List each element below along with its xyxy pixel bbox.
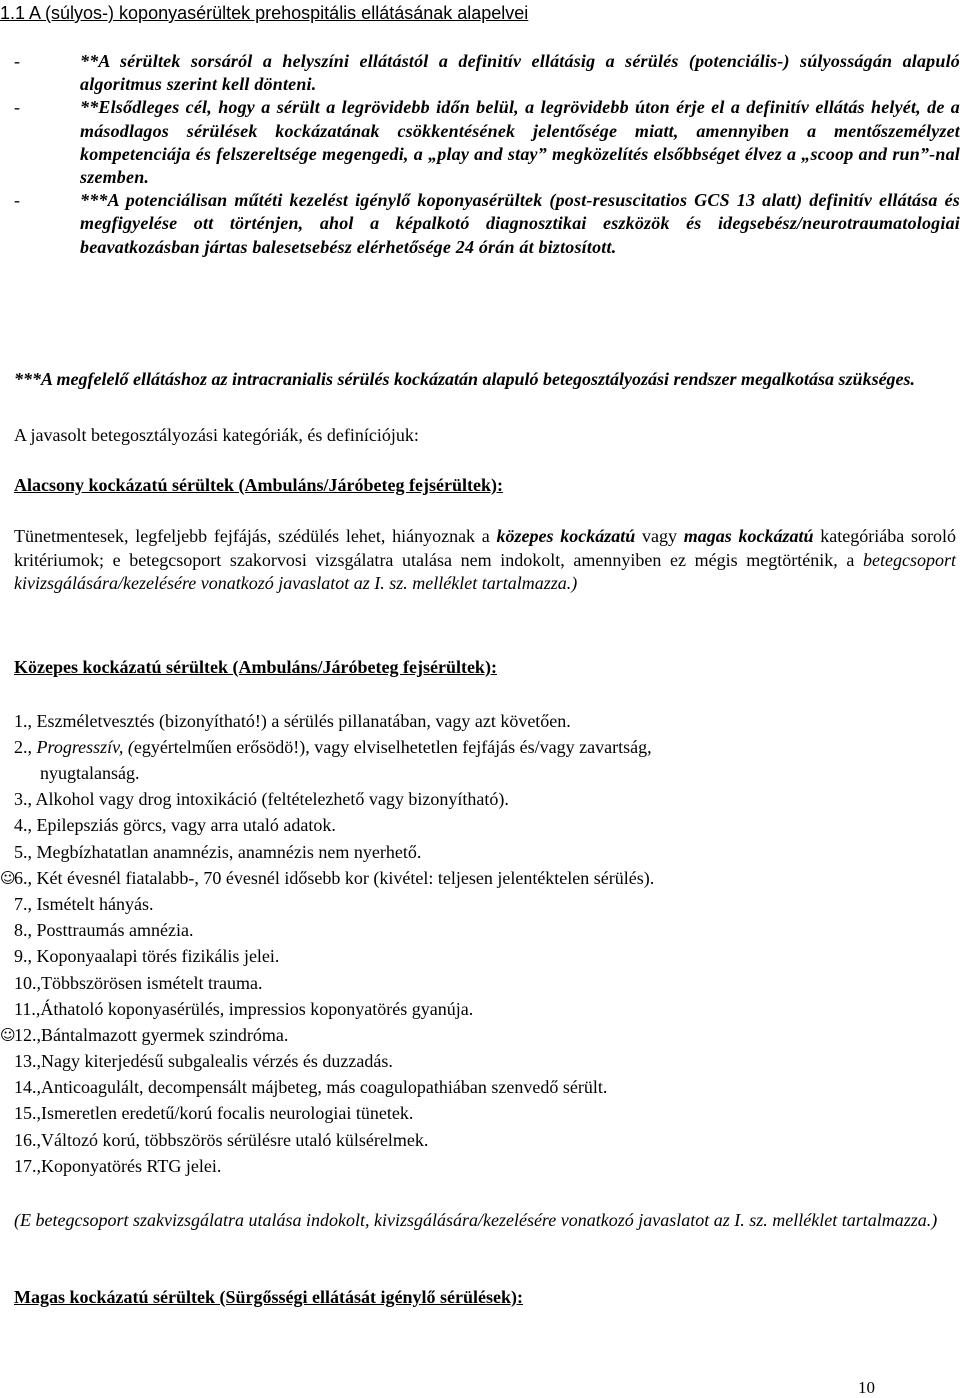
item-text: Áthatoló koponyasérülés, impressios koponyatörés gyanúja. <box>40 998 474 1019</box>
item-text: Anticoagulált, decompensált májbeteg, más coagulopathiában szenvedő sérült. <box>41 1077 608 1098</box>
principle-item <box>14 96 960 189</box>
smiley-icon: ☺ <box>0 868 16 887</box>
item-text: Posttraumás amnézia. <box>36 920 194 941</box>
item-text: Eszméletvesztés (bizonyítható!) a sérülés pillanatában, vagy azt követően. <box>36 711 571 731</box>
item-number: 12., <box>14 1024 41 1045</box>
categories-intro: A javasolt betegosztályozási kategóriák, és definíciójuk: <box>14 425 419 445</box>
item-number: 17., <box>14 1155 41 1176</box>
item-number: 11., <box>14 998 41 1019</box>
list-item <box>0 865 960 891</box>
list-item <box>14 1048 960 1074</box>
item-number: 9., <box>14 946 37 967</box>
smiley-icon: ☺ <box>0 1025 16 1044</box>
high-risk-heading: Magas kockázatú sérültek (Sürgősségi ellátását igénylő sérülések): <box>14 1287 523 1307</box>
bullet-dash: - <box>14 51 21 71</box>
principle-item <box>14 189 960 259</box>
item-number: 4., <box>14 815 37 836</box>
section-title: 1.1 A (súlyos-) koponyasérültek prehospitális ellátásának alapelvei <box>0 3 529 23</box>
item-number: 2., <box>14 737 37 758</box>
list-item <box>14 891 960 917</box>
item-text: Ismeretlen eredetű/korú focalis neurologiai tünetek. <box>41 1103 414 1124</box>
low-risk-annex-reference: betegcsoport kivizsgálására/kezelésére vonatkozó javaslatot az I. sz. melléklet tartalmazza.) <box>14 549 956 594</box>
item-text: Változó korú, többszörös sérülésre utaló külsérelmek. <box>41 1129 429 1150</box>
item-number: 5., <box>14 841 37 862</box>
list-item <box>14 1127 960 1153</box>
low-risk-heading: Alacsony kockázatú sérültek (Ambuláns/Járóbeteg fejsérültek): <box>14 475 503 495</box>
principle-text: **A sérültek sorsáról a helyszíni ellátástól a definitív ellátásig a sérülés (potenciális-) súlyosságán alapuló algoritmus szerint kell dönteni. <box>80 51 960 95</box>
principles-list <box>14 50 960 259</box>
item-text: Megbízhatatlan anamnézis, anamnézis nem nyerhető. <box>36 841 422 862</box>
item-text: egyértelműen erősödö!), vagy elviselhetetlen fejfájás és/vagy zavartság, <box>133 737 652 758</box>
item-number: 10., <box>14 972 41 993</box>
item-number: 14., <box>14 1077 41 1098</box>
low-risk-emphasis-1: közepes kockázatú <box>496 526 636 546</box>
item-text: Bántalmazott gyermek szindróma. <box>41 1024 289 1045</box>
item-number: 1., <box>14 711 37 731</box>
list-item <box>14 943 960 969</box>
principle-text: ***A potenciálisan műtéti kezelést igénylő koponyasérültek (post-resuscitatios GCS 13 alatt) definitív ellátása és megfigyelése ott történjen, ahol a képalkotó diagnosztikai eszközök és idegsebész/neurotraumatologiai beavatkozásban jártas balesetsebész elérhetősége 24 órán át biztosított. <box>80 190 960 257</box>
item-text: Többszörösen ismételt trauma. <box>41 972 263 993</box>
bullet-dash: - <box>14 97 21 118</box>
low-risk-description <box>14 525 956 596</box>
list-item <box>14 839 960 865</box>
list-item <box>14 1153 960 1179</box>
item-number: 16., <box>14 1129 41 1150</box>
classification-note: ***A megfelelő ellátáshoz az intracranialis sérülés kockázatán alapuló betegosztályozási rendszer megalkotása szükséges. <box>14 369 916 389</box>
principle-text: **Elsődleges cél, hogy a sérült a legrövidebb időn belül, a legrövidebb úton érje el a definitív ellátás helyét, de a másodlagos sérülések kockázatának csökkentésének jelentősége miatt, amennyiben a mentőszemélyzet kompetenciája és felszereltsége megengedi, a „play and stay” megközelítés elsőbbséget élvez a „scoop and run”-nal szemben. <box>80 97 960 188</box>
low-risk-text-1: Tünetmentesek, legfeljebb fejfájás, szédülés lehet, hiányoznak a <box>14 526 497 546</box>
list-item <box>14 996 960 1022</box>
item-text: Nagy kiterjedésű subgalealis vérzés és duzzadás. <box>41 1051 393 1072</box>
item-number: 8., <box>14 920 37 941</box>
page-number: 10 <box>858 1378 875 1397</box>
item-number: 7., <box>14 893 37 914</box>
item-text: Két évesnél fiatalabb-, 70 évesnél idősebb kor (kivétel: teljesen jelentéktelen sérülés). <box>36 867 655 888</box>
item-text: Alkohol vagy drog intoxikáció (feltételezhető vagy bizonyítható). <box>35 789 509 810</box>
list-item <box>14 1100 960 1126</box>
low-risk-emphasis-2: magas kockázatú <box>683 526 814 546</box>
list-item <box>0 1022 960 1048</box>
bullet-dash: - <box>14 190 21 211</box>
low-risk-text-2: vagy <box>635 526 684 546</box>
list-item <box>14 812 960 838</box>
item-number: 6., <box>14 867 37 888</box>
item-text: Koponyaalapi törés fizikális jelei. <box>36 946 280 967</box>
item-text: Epilepsziás görcs, vagy arra utaló adatok. <box>36 815 336 836</box>
mid-risk-heading: Közepes kockázatú sérültek (Ambuláns/Járóbeteg fejsérültek): <box>14 657 497 677</box>
list-item <box>14 786 960 812</box>
list-item <box>14 708 960 734</box>
item-text: Koponyatörés RTG jelei. <box>41 1155 222 1176</box>
item-lead-italic: Progresszív, ( <box>36 737 134 758</box>
list-item <box>14 734 960 786</box>
principle-item <box>14 50 960 96</box>
low-risk-text-3: kategóriába soroló kritériumok; e betegcsoport szakorvosi vizsgálatra utalása nem indokolt, amennyiben ez mégis megtörténik, a <box>14 526 957 570</box>
list-item <box>14 970 960 996</box>
item-continuation: nyugtalanság. <box>40 763 140 784</box>
item-text: Ismételt hányás. <box>36 893 154 914</box>
mid-risk-criteria-list <box>0 708 960 1179</box>
list-item <box>14 1074 960 1100</box>
item-number: 3., <box>14 789 36 810</box>
item-number: 13., <box>14 1051 41 1072</box>
mid-risk-footnote: (E betegcsoport szakvizsgálatra utalása indokolt, kivizsgálására/kezelésére vonatkozó javaslatot az I. sz. melléklet tartalmazza.) <box>14 1210 938 1230</box>
list-item <box>14 917 960 943</box>
item-number: 15., <box>14 1103 41 1124</box>
